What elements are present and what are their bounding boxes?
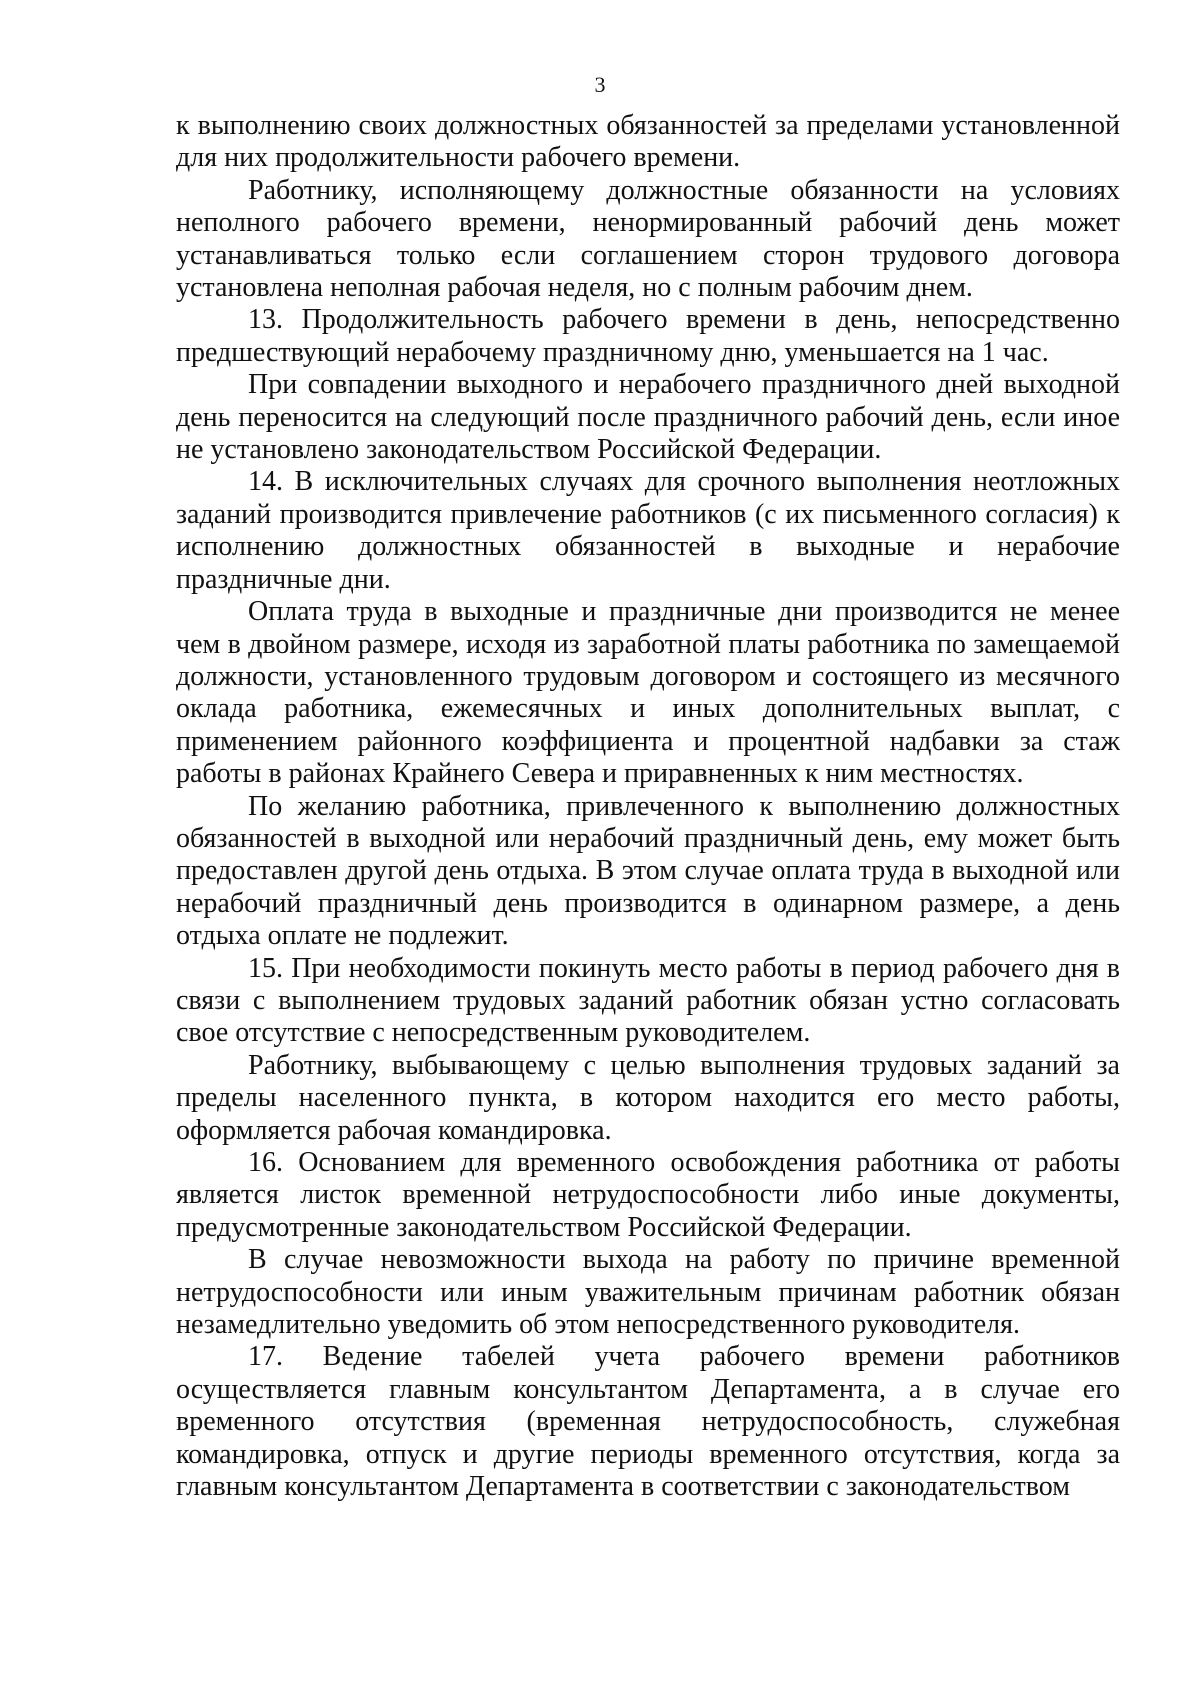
paragraph-holiday-pay: Оплата труда в выходные и праздничные дни производится не менее чем в двойном размере, исходя из заработной платы работника по замещаемой должности, установленного трудовым договором и состоящего из месячного оклада работника, ежемесячных и иных дополнительных выплат, с применением районного коэффициента и процентной надбавки за стаж работы в районах Крайнего Севера и приравненных к ним местностях.	[176, 596, 1120, 790]
paragraph-item-13: 13. Продолжительность рабочего времени в день, непосредственно предшествующий нерабочему праздничному дню, уменьшается на 1 час.	[176, 304, 1120, 368]
paragraph-item-15: 15. При необходимости покинуть место работы в период рабочего дня в связи с выполнением трудовых заданий работник обязан устно согласовать свое отсутствие с непосредственным руководителем.	[176, 952, 1120, 1049]
paragraph-day-off-transfer: При совпадении выходного и нерабочего праздничного дней выходной день переносится на следующий после праздничного рабочий день, если иное не установлено законодательством Российской Федерации.	[176, 369, 1120, 466]
paragraph-notify-manager: В случае невозможности выхода на работу по причине временной нетрудоспособности или иным уважительным причинам работник обязан незамедлительно уведомить об этом непосредственного руководителя.	[176, 1244, 1120, 1341]
paragraph-item-14: 14. В исключительных случаях для срочного выполнения неотложных заданий производится привлечение работников (с их письменного согласия) к исполнению должностных обязанностей в выходные и нерабочие праздничные дни.	[176, 466, 1120, 595]
paragraph-business-trip: Работнику, выбывающему с целью выполнения трудовых заданий за пределы населенного пункта, в котором находится его место работы, оформляется рабочая командировка.	[176, 1049, 1120, 1146]
paragraph-item-17: 17. Ведение табелей учета рабочего времени работников осуществляется главным консультантом Департамента, а в случае его временного отсутствия (временная нетрудоспособность, служебная командировка, отпуск и другие периоды временного отсутствия, когда за главным консультантом Департамента в соответствии с законодательством	[176, 1341, 1120, 1503]
page-number: 3	[594, 72, 606, 97]
paragraph-item-16: 16. Основанием для временного освобождения работника от работы является листок временной нетрудоспособности либо иные документы, предусмотренные законодательством Российской Федерации.	[176, 1147, 1120, 1243]
paragraph-other-day-off: По желанию работника, привлеченного к выполнению должностных обязанностей в выходной или нерабочий праздничный день, ему может быть предоставлен другой день отдыха. В этом случае оплата труда в выходной или нерабочий праздничный день производится в одинарном размере, а день отдыха оплате не подлежит.	[176, 790, 1120, 952]
paragraph-continuation: к выполнению своих должностных обязанностей за пределами установленной для них продолжительности рабочего времени.	[176, 110, 1120, 174]
document-body	[176, 110, 1120, 1503]
paragraph-part-time-irregular-day: Работнику, исполняющему должностные обязанности на условиях неполного рабочего времени, ненормированный рабочий день может устанавливаться только если соглашением сторон трудового договора установлена неполная рабочая неделя, но с полным рабочим днем.	[176, 174, 1120, 304]
